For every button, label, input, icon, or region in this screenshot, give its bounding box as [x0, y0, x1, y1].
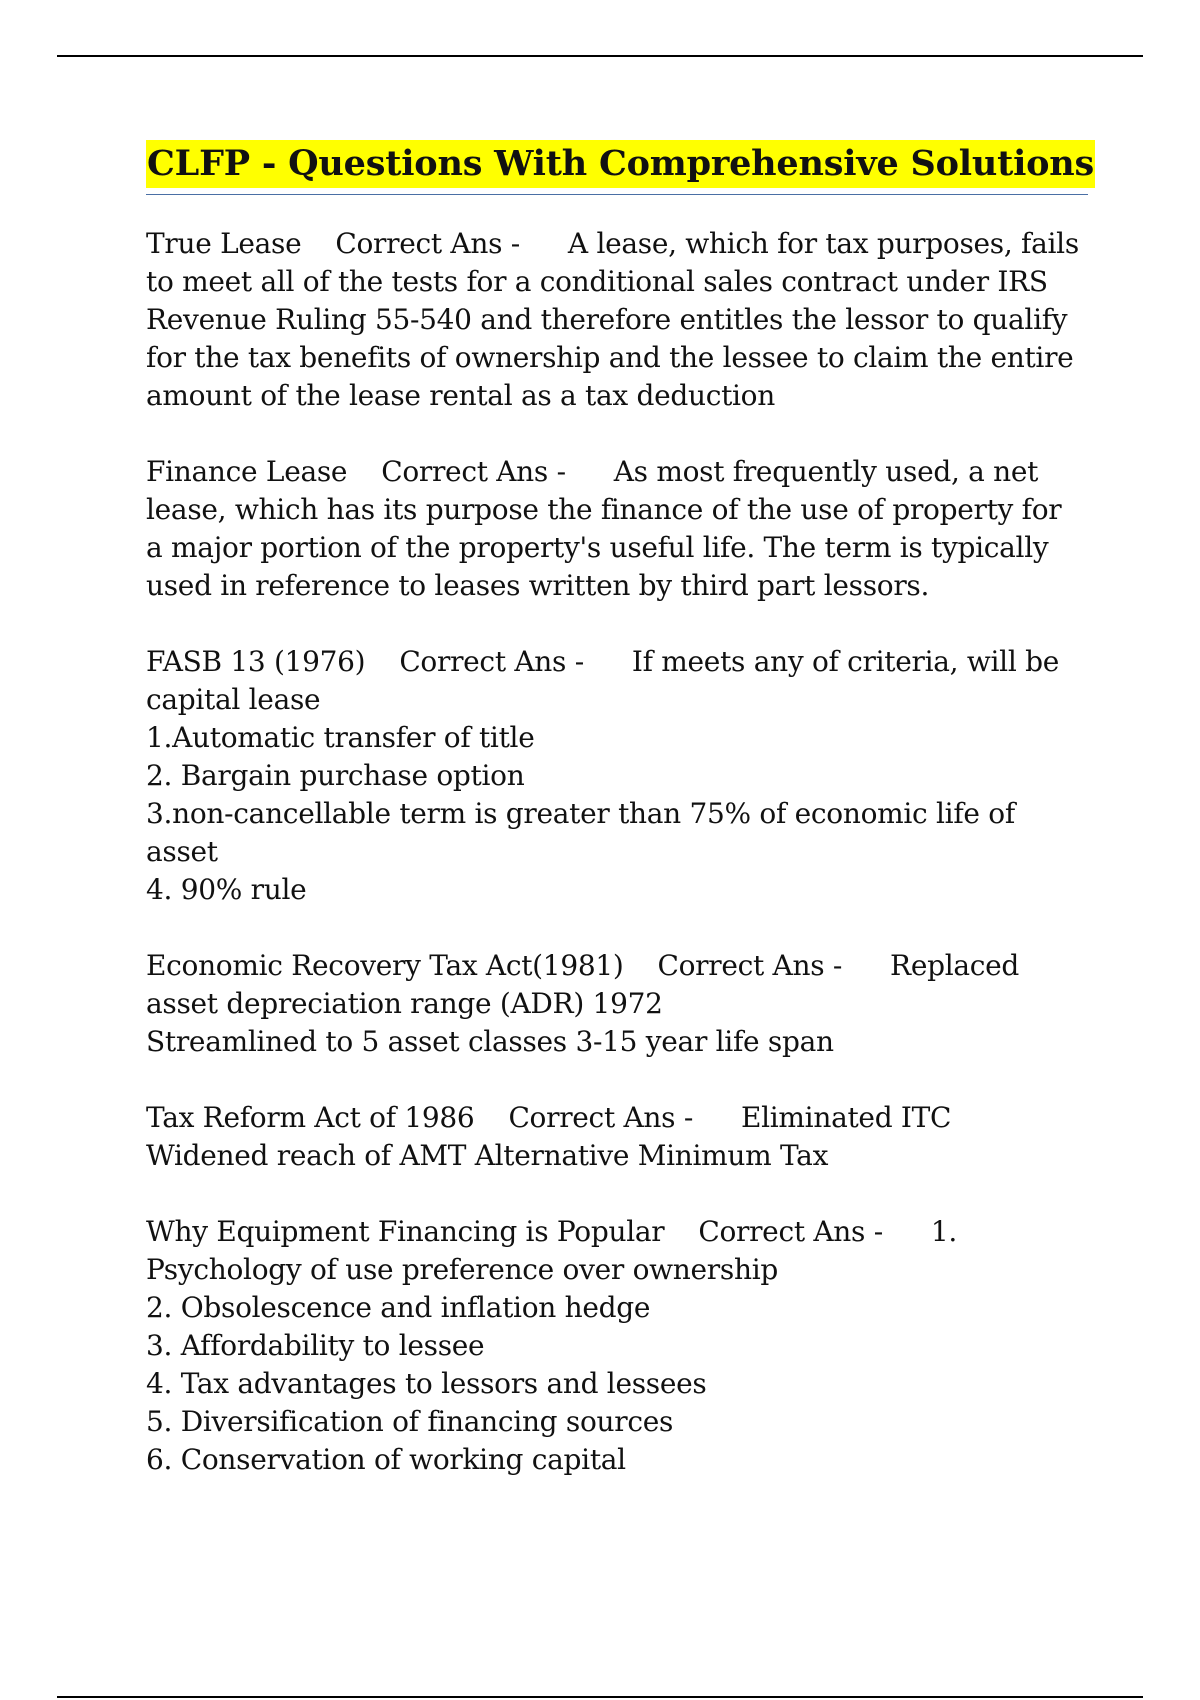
list-item: 5. Diversification of financing sources	[146, 1405, 674, 1438]
correct-ans-label: Correct Ans -	[698, 1215, 883, 1248]
list-item: 3. Affordability to lessee	[146, 1329, 485, 1362]
correct-ans-label: Correct Ans -	[399, 645, 584, 678]
entry-term: True Lease	[146, 227, 302, 260]
list-item: 2. Obsolescence and inflation hedge	[146, 1291, 651, 1324]
header-rule	[57, 55, 1143, 57]
list-item: 1.Automatic transfer of title	[146, 721, 535, 754]
correct-ans-label: Correct Ans -	[381, 455, 566, 488]
qa-entry-equipment-financing	[146, 1213, 1086, 1479]
correct-ans-label: Correct Ans -	[508, 1101, 693, 1134]
entry-term: Finance Lease	[146, 455, 348, 488]
document-body	[146, 140, 1095, 1517]
qa-entry-tax-reform-act	[146, 1099, 1086, 1175]
qa-entry-finance-lease	[146, 453, 1086, 605]
footer-rule	[57, 1696, 1143, 1698]
entry-answer: Replaced asset depreciation range (ADR) 1972	[146, 949, 1028, 1020]
document-title: CLFP - Questions With Comprehensive Solutions	[146, 140, 1095, 188]
correct-ans-label: Correct Ans -	[657, 949, 843, 982]
entry-answer: Eliminated ITC	[740, 1101, 952, 1134]
list-item: Widened reach of AMT Alternative Minimum Tax	[146, 1139, 829, 1172]
entry-term: Why Equipment Financing is Popular	[146, 1215, 665, 1248]
entry-term: Tax Reform Act of 1986	[146, 1101, 475, 1134]
correct-ans-label: Correct Ans -	[335, 227, 520, 260]
entry-answer: If meets any of criteria, will be capital lease	[146, 645, 1068, 716]
list-item: 6. Conservation of working capital	[146, 1443, 626, 1476]
entry-term: Economic Recovery Tax Act(1981)	[146, 949, 624, 982]
qa-entry-economic-recovery-tax-act	[146, 947, 1086, 1061]
entry-answer: 1. Psychology of use preference over ownership	[146, 1215, 966, 1286]
qa-entry-true-lease	[146, 225, 1086, 415]
title-block	[146, 140, 1095, 195]
entry-answer: A lease, which for tax purposes, fails to meet all of the tests for a conditional sales contract under IRS Revenue Ruling 55-540 and therefore entitles the lessor to qualify for the tax benefits of ownership and the lessee to claim the entire amount of the lease rental as a tax deduction	[146, 227, 1088, 412]
entry-answer: As most frequently used, a net lease, which has its purpose the finance of the use of property for a major portion of the property's useful life. The term is typically used in reference to leases written by third part lessors.	[146, 455, 1070, 602]
list-item: 2. Bargain purchase option	[146, 759, 525, 792]
list-item: 4. 90% rule	[146, 873, 307, 906]
entry-term: FASB 13 (1976)	[146, 645, 366, 678]
list-item: 4. Tax advantages to lessors and lessees	[146, 1367, 707, 1400]
list-item: Streamlined to 5 asset classes 3-15 year life span	[146, 1025, 834, 1058]
qa-entry-fasb-13	[146, 643, 1086, 909]
list-item: 3.non-cancellable term is greater than 75% of economic life of asset	[146, 797, 1015, 868]
